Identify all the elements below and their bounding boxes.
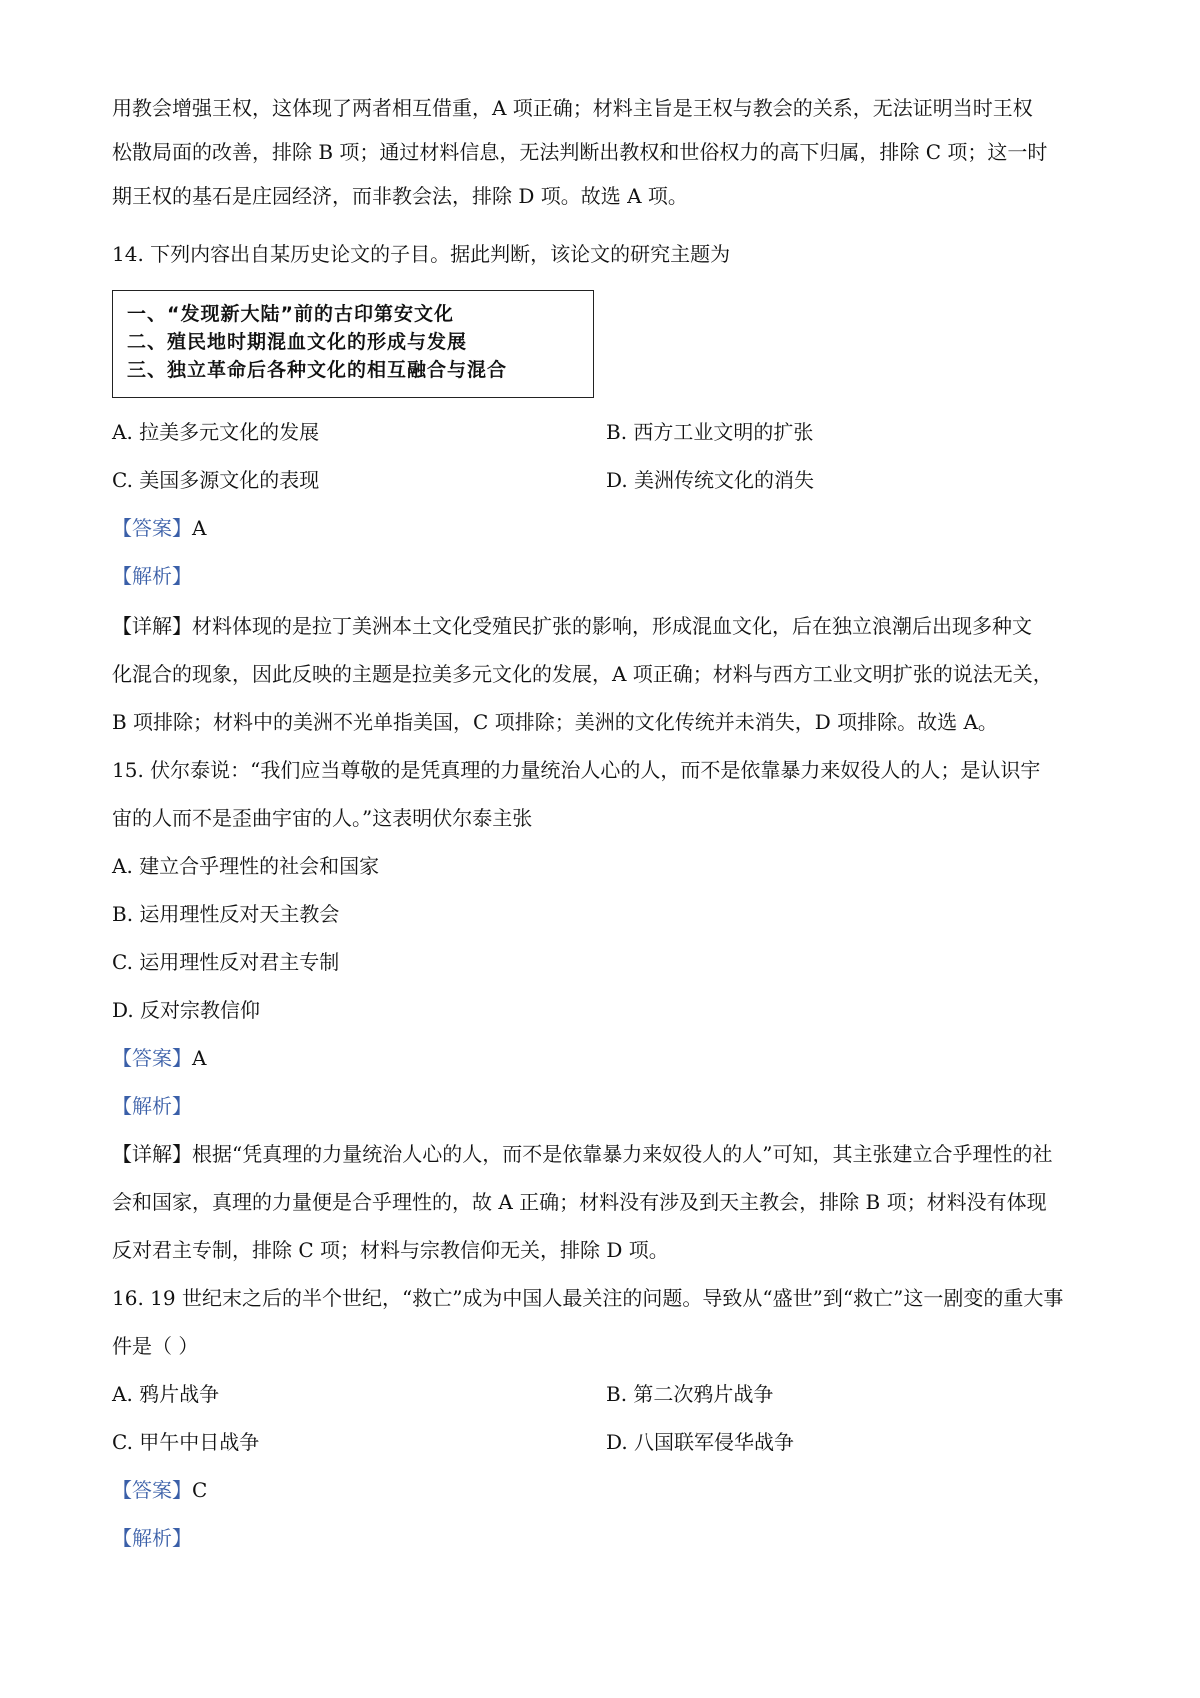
q15-option-b: B. 运用理性反对天主教会	[112, 902, 340, 926]
q16-answer-tag: 【答案】	[112, 1478, 192, 1502]
q15-analysis-tag: 【解析】	[112, 1094, 192, 1118]
q14-stem: 14. 下列内容出自某历史论文的子目。据此判断，该论文的研究主题为	[112, 242, 731, 266]
q14-answer-value: A	[192, 516, 207, 540]
q14-analysis-tag: 【解析】	[112, 564, 192, 588]
q15-answer-tag: 【答案】	[112, 1046, 192, 1070]
q14-analysis	[112, 562, 192, 590]
q13-analysis-line-1: 用教会增强王权，这体现了两者相互借重，A 项正确；材料主旨是王权与教会的关系，无法证明当时王权	[112, 96, 1033, 120]
q15-analysis	[112, 1092, 192, 1120]
q14-detail-line-2: 化混合的现象，因此反映的主题是拉美多元文化的发展，A 项正确；材料与西方工业文明扩张的说法无关，	[112, 662, 1053, 686]
q15-option-d: D. 反对宗教信仰	[112, 998, 261, 1022]
q14-material-box	[112, 290, 594, 398]
q16-analysis	[112, 1524, 192, 1552]
q14-detail-line-1	[112, 612, 1032, 640]
q15-answer-value: A	[192, 1046, 207, 1070]
q14-box-item-1: 一、“发现新大陆”前的古印第安文化	[127, 303, 454, 325]
q16-option-a: A. 鸦片战争	[112, 1382, 220, 1406]
q15-stem-line-2: 宙的人而不是歪曲宇宙的人。”这表明伏尔泰主张	[112, 806, 533, 830]
q14-option-c: C. 美国多源文化的表现	[112, 468, 320, 492]
q16-answer	[112, 1476, 207, 1504]
q14-option-d: D. 美洲传统文化的消失	[606, 468, 815, 492]
q14-answer-tag: 【答案】	[112, 516, 192, 540]
q16-answer-value: C	[192, 1478, 208, 1502]
q15-detail-line-3: 反对君主专制，排除 C 项；材料与宗教信仰无关，排除 D 项。	[112, 1238, 669, 1262]
q15-detail-text-1: 根据“凭真理的力量统治人心的人，而不是依靠暴力来奴役人的人”可知，其主张建立合乎理性的社	[192, 1142, 1053, 1166]
q13-analysis-line-3: 期王权的基石是庄园经济，而非教会法，排除 D 项。故选 A 项。	[112, 184, 688, 208]
q14-answer	[112, 514, 206, 542]
q14-option-b: B. 西方工业文明的扩张	[606, 420, 814, 444]
q16-analysis-tag: 【解析】	[112, 1526, 192, 1550]
q15-option-c: C. 运用理性反对君主专制	[112, 950, 340, 974]
q15-option-a: A. 建立合乎理性的社会和国家	[112, 854, 380, 878]
q15-detail-tag: 【详解】	[112, 1142, 192, 1166]
q16-stem-line-1: 16. 19 世纪末之后的半个世纪，“救亡”成为中国人最关注的问题。导致从“盛世”到“救亡”这一剧变的重大事	[112, 1286, 1064, 1310]
q14-detail-text-1: 材料体现的是拉丁美洲本土文化受殖民扩张的影响，形成混血文化，后在独立浪潮后出现多种文	[192, 614, 1032, 638]
q15-detail-line-1	[112, 1140, 1052, 1168]
q16-option-c: C. 甲午中日战争	[112, 1430, 260, 1454]
q14-detail-tag: 【详解】	[112, 614, 192, 638]
q14-detail-line-3: B 项排除；材料中的美洲不光单指美国，C 项排除；美洲的文化传统并未消失，D 项排除。故选 A。	[112, 710, 998, 734]
q16-stem-line-2: 件是（ ）	[112, 1334, 199, 1358]
q16-option-d: D. 八国联军侵华战争	[606, 1430, 795, 1454]
q15-answer	[112, 1044, 206, 1072]
q15-stem-line-1: 15. 伏尔泰说：“我们应当尊敬的是凭真理的力量统治人心的人，而不是依靠暴力来奴役人的人；是认识宇	[112, 758, 1041, 782]
q16-option-b: B. 第二次鸦片战争	[606, 1382, 774, 1406]
q14-option-a: A. 拉美多元文化的发展	[112, 420, 320, 444]
q14-box-item-2: 二、殖民地时期混血文化的形成与发展	[127, 331, 468, 353]
q15-detail-line-2: 会和国家，真理的力量便是合乎理性的，故 A 正确；材料没有涉及到天主教会，排除 B 项；材料没有体现	[112, 1190, 1047, 1214]
q13-analysis-line-2: 松散局面的改善，排除 B 项；通过材料信息，无法判断出教权和世俗权力的高下归属，排除 C 项；这一时	[112, 140, 1048, 164]
q14-box-item-3: 三、独立革命后各种文化的相互融合与混合	[127, 359, 508, 381]
